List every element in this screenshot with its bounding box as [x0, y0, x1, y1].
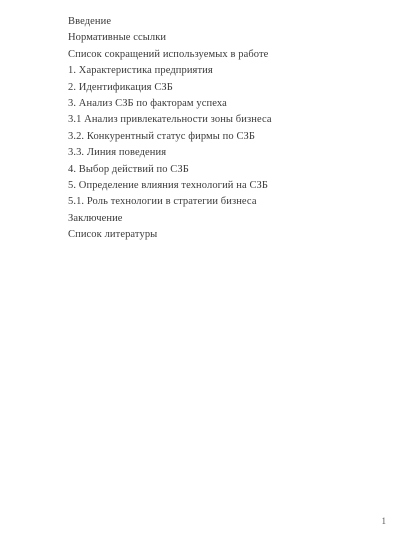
toc-entry-competitive-status: 3.2. Конкурентный статус фирмы по СЗБ: [68, 130, 256, 142]
toc-entry-line-of-behavior: 3.3. Линия поведения: [68, 147, 167, 159]
toc-entry-szb-analysis: 3. Анализ СЗБ по факторам успеха: [68, 97, 227, 109]
toc-entry-abbreviations: Список сокращений используемых в работе: [68, 48, 269, 60]
toc-entry-company-characteristics: 1. Характеристика предприятия: [68, 65, 213, 77]
toc-entry-attractiveness-analysis: 3.1 Анализ привлекательности зоны бизнеса: [68, 114, 272, 126]
toc-entry-technology-influence: 5. Определение влияния технологий на СЗБ: [68, 179, 269, 191]
toc-entry-technology-role: 5.1. Роль технологии в стратегии бизнеса: [68, 196, 257, 208]
toc-entry-action-choice: 4. Выбор действий по СЗБ: [68, 163, 189, 175]
toc-entry-szb-identification: 2. Идентификация СЗБ: [68, 81, 173, 93]
table-of-contents: [68, 14, 388, 243]
toc-entry-normative-references: Нормативные ссылки: [68, 32, 167, 44]
page-number: 1: [381, 516, 386, 526]
toc-entry-conclusion: Заключение: [68, 212, 123, 224]
toc-entry-references: Список литературы: [68, 229, 158, 241]
toc-entry-introduction: Введение: [68, 16, 112, 27]
